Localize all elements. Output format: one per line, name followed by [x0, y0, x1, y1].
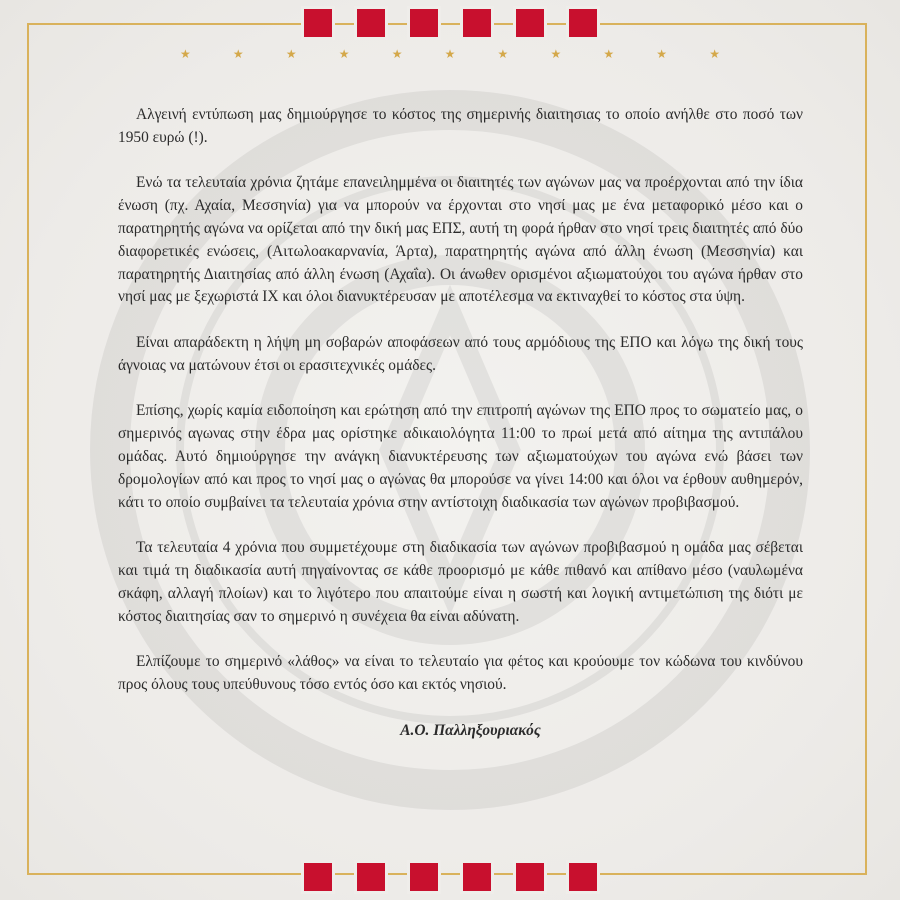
paragraph-closing: Ελπίζουμε το σημερινό «λάθος» να είναι το τελευταίο για φέτος και κρούουμε τον κώδωνα του κινδύνου προς όλους τους υπεύθυνους τόσο εντός όσο και εκτός νησιού. — [118, 653, 803, 693]
star-row — [180, 44, 720, 64]
red-square-icon — [516, 863, 544, 891]
star-icon: ★ — [603, 47, 615, 61]
red-square-icon — [357, 863, 385, 891]
bottom-square-row — [0, 863, 900, 891]
star-icon: ★ — [444, 47, 456, 61]
paragraph-promotion-years: Τα τελευταία 4 χρόνια που συμμετέχουμε στη διαδικασία των αγώνων προβιβασμού η ομάδα μας σέβεται και τιμά τη διαδικασία αυτή πηγαίνοντας σε κάθε προορισμό με κάθε πιθανό και απίθανο μέσο (ναυλωμένα σκάφη, αλλαγή πλοίων) και το λιγότερο που απαιτούμε είναι η σωστή και λογική αντιμετώπιση της διότι με κόστος διαιτησίας σαν το σημερινό η συνέχεια θα είναι αδύνατη. — [118, 539, 803, 625]
paragraph-referee-origin: Ενώ τα τελευταία χρόνια ζητάμε επανειλημμένα οι διαιτητές των αγώνων μας να προέρχονται από την ίδια ένωση (πχ. Αχαία, Μεσσηνία) για να μπορούν να έρχονται στο νησί μας με ένα μεταφορικό μέσο και ο παρατηρητής αγώνα να ορίζεται από την δική μας ΕΠΣ, αυτή τη φορά ήρθαν στο νησί τρεις διαιτητές από δύο διαφορετικές ενώσεις, (Αιτωλοακαρνανία, Άρτα), παρατηρητής αγώνα από άλλη ένωση (Μεσσηνία) και παρατηρητής Διαιτησίας από άλλη ένωση (Αχαΐα). Οι άνωθεν ορισμένοι αξιωματούχοι του αγώνα ήρθαν στο νησί μας με ξεχωριστά ΙΧ και όλοι διανυκτέρευσαν με αποτέλεσμα να εκτιναχθεί το κόστος στα ύψη. — [118, 174, 803, 306]
red-square-icon — [463, 9, 491, 37]
star-icon: ★ — [391, 47, 403, 61]
star-icon: ★ — [338, 47, 350, 61]
red-square-icon — [569, 863, 597, 891]
star-icon: ★ — [232, 47, 244, 61]
red-square-icon — [410, 863, 438, 891]
red-square-icon — [357, 9, 385, 37]
club-signature: Α.Ο. Παλληξουριακός — [400, 721, 541, 739]
red-square-icon — [463, 863, 491, 891]
top-square-row — [0, 9, 900, 37]
star-icon: ★ — [497, 47, 509, 61]
red-square-icon — [569, 9, 597, 37]
star-icon: ★ — [180, 47, 191, 61]
red-square-icon — [516, 9, 544, 37]
red-square-icon — [304, 9, 332, 37]
star-icon: ★ — [656, 47, 668, 61]
red-square-icon — [304, 863, 332, 891]
paragraph-match-time: Επίσης, χωρίς καμία ειδοποίηση και ερώτηση από την επιτροπή αγώνων της ΕΠΟ προς το σωματείο μας, ο σημερινός αγωνας στην έδρα μας ορίστηκε αδικαιολόγητα 11:00 το πρωί μετά από αίτημα της αντιπάλου ομάδας. Αυτό δημιούργησε την ανάγκη διανυκτέρευσης των αξιωματούχων του αγώνα ενώ βάσει των δρομολογίων από και προς το νησί μας ο αγώνας θα μπορούσε να γίνει 14:00 και όλοι να έρθουν αυθημερόν, κάτι το οποίο συμβαίνει τα τελευταία χρόνια στην αντίστοιχη διαδικασία των αγώνων προβιβασμού. — [118, 402, 803, 511]
star-icon: ★ — [285, 47, 297, 61]
star-icon: ★ — [709, 47, 720, 61]
red-square-icon — [410, 9, 438, 37]
paragraph-epo-decisions: Είναι απαράδεκτη η λήψη μη σοβαρών αποφάσεων από τους αρμόδιους της ΕΠΟ και λόγω της δική τους άγνοιας να ματώνουν έτσι οι ερασιτεχνικές ομάδες. — [118, 333, 803, 374]
statement-body — [118, 104, 803, 742]
paragraph-referee-cost: Αλγεινή εντύπωση μας δημιούργησε το κόστος της σημερινής διαιτησιας το οποίο ανήλθε στο ποσό των 1950 ευρώ (!). — [118, 106, 803, 146]
star-icon: ★ — [550, 47, 562, 61]
